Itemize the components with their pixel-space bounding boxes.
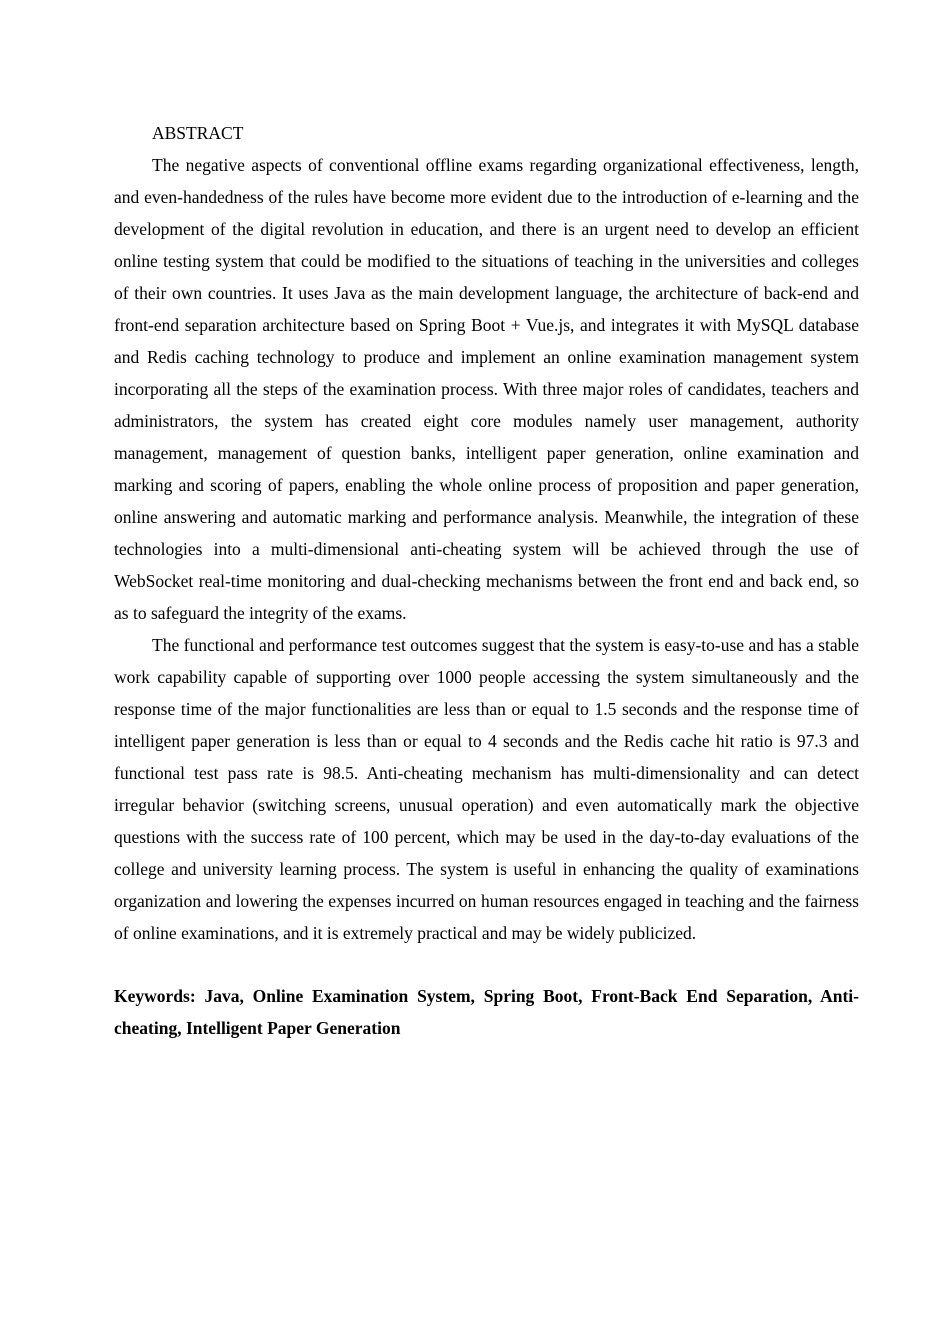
abstract-heading: ABSTRACT	[152, 123, 244, 143]
abstract-paragraph-2: The functional and performance test outcomes suggest that the system is easy-to-use and has a stable work capability capable of supporting over 1000 people accessing the system simultaneously and the response time of the major functionalities are less than or equal to 1.5 seconds and the response time of intelligent paper generation is less than or equal to 4 seconds and the Redis cache hit ratio is 97.3 and functional test pass rate is 98.5. Anti-cheating mechanism has multi-dimensionality and can detect irregular behavior (switching screens, unusual operation) and even automatically mark the objective questions with the success rate of 100 percent, which may be used in the day-to-day evaluations of the college and university learning process. The system is useful in enhancing the quality of examinations organization and lowering the expenses incurred on human resources engaged in teaching and the fairness of online examinations, and it is extremely practical and may be widely publicized.	[114, 635, 859, 943]
keywords-line: Keywords: Java, Online Examination System, Spring Boot, Front-Back End Separation, Anti-cheating, Intelligent Paper Generation	[114, 986, 859, 1038]
document-page	[114, 117, 859, 1044]
abstract-paragraph-1: The negative aspects of conventional offline exams regarding organizational effectiveness, length, and even-handedness of the rules have become more evident due to the introduction of e-learning and the development of the digital revolution in education, and there is an urgent need to develop an efficient online testing system that could be modified to the situations of teaching in the universities and colleges of their own countries. It uses Java as the main development language, the architecture of back-end and front-end separation architecture based on Spring Boot + Vue.js, and integrates it with MySQL database and Redis caching technology to produce and implement an online examination management system incorporating all the steps of the examination process. With three major roles of candidates, teachers and administrators, the system has created eight core modules namely user management, authority management, management of question banks, intelligent paper generation, online examination and marking and scoring of papers, enabling the whole online process of proposition and paper generation, online answering and automatic marking and performance analysis. Meanwhile, the integration of these technologies into a multi-dimensional anti-cheating system will be achieved through the use of WebSocket real-time monitoring and dual-checking mechanisms between the front end and back end, so as to safeguard the integrity of the exams.	[114, 155, 859, 623]
